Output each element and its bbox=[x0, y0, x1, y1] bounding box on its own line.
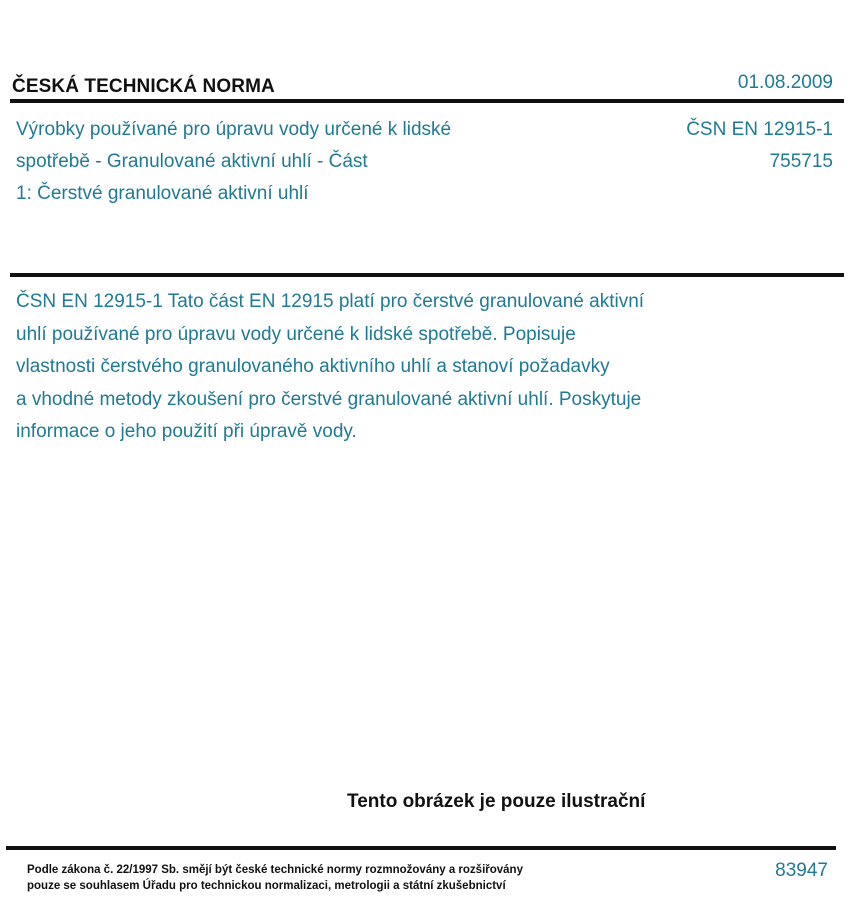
legal-notice bbox=[27, 862, 523, 894]
abstract-line: informace o jeho použití při úpravě vody. bbox=[16, 421, 357, 442]
publication-date: 01.08.2009 bbox=[737, 72, 833, 93]
abstract-line: vlastnosti čerstvého granulovaného aktivního uhlí a stanoví požadavky bbox=[16, 356, 610, 377]
standard-title bbox=[16, 114, 536, 210]
standard-meta bbox=[686, 114, 833, 178]
standard-title-line: Výrobky používané pro úpravu vody určené k lidské bbox=[16, 119, 452, 140]
document-number: 83947 bbox=[775, 860, 828, 881]
abstract-line: ČSN EN 12915-1 Tato část EN 12915 platí pro čerstvé granulované aktivní bbox=[16, 291, 645, 312]
standard-title-line: 1: Čerstvé granulované aktivní uhlí bbox=[16, 183, 309, 204]
header-title: ČESKÁ TECHNICKÁ NORMA bbox=[12, 76, 275, 97]
legal-line: Podle zákona č. 22/1997 Sb. smějí být české technické normy rozmnožovány a rozšiřovány bbox=[27, 864, 523, 876]
legal-line: pouze se souhlasem Úřadu pro technickou normalizaci, metrologii a státní zkušebnictví bbox=[27, 880, 506, 892]
illustration-note: Tento obrázek je pouze ilustrační bbox=[347, 791, 646, 812]
abstract-line: uhlí používané pro úpravu vody určené k lidské spotřebě. Popisuje bbox=[16, 323, 576, 345]
classification-code: 755715 bbox=[769, 151, 833, 172]
abstract-text bbox=[16, 286, 776, 449]
bottom-divider bbox=[6, 846, 836, 850]
top-divider bbox=[10, 99, 844, 103]
standard-designation: ČSN EN 12915-1 bbox=[686, 119, 833, 140]
middle-divider bbox=[10, 273, 844, 277]
standard-title-line: spotřebě - Granulované aktivní uhlí - Část bbox=[16, 151, 368, 172]
abstract-line: a vhodné metody zkoušení pro čerstvé granulované aktivní uhlí. Poskytuje bbox=[16, 388, 642, 410]
